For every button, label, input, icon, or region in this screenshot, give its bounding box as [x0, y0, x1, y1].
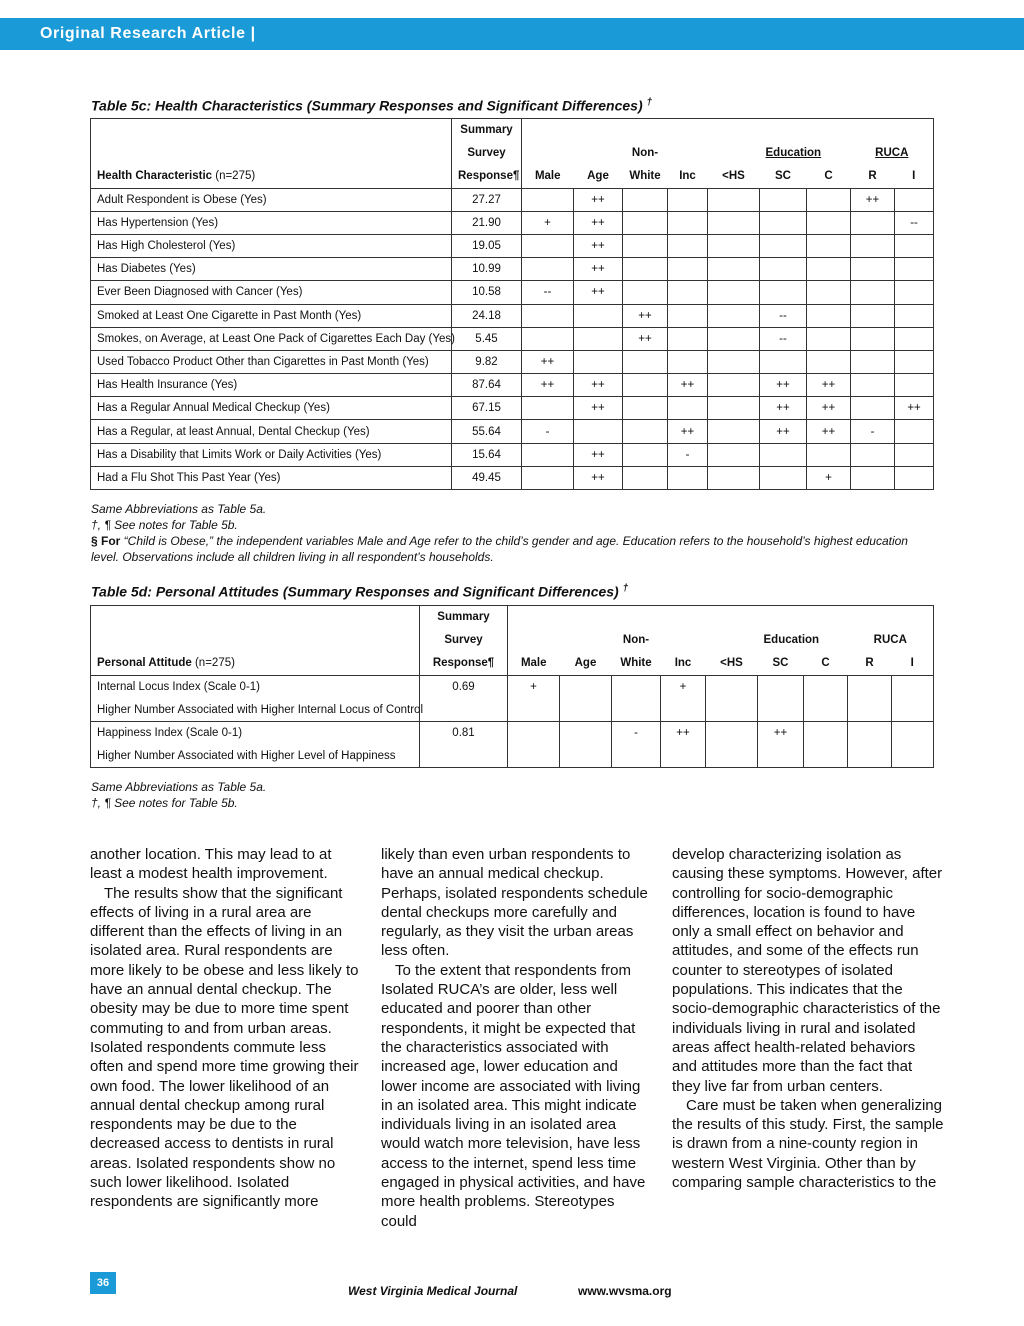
col-header-lt-hs: <HS — [706, 652, 758, 675]
table-row — [91, 466, 934, 489]
table-5c-notes — [91, 501, 911, 565]
significance-cell — [892, 745, 934, 768]
significance-cell: ++ — [623, 327, 668, 350]
row-label-header: Health Characteristic (n=275) — [91, 165, 452, 188]
significance-cell: ++ — [661, 721, 706, 744]
nonwhite-header-line1: Non- — [631, 147, 659, 160]
significance-cell — [508, 698, 560, 721]
summary-value: 5.45 — [452, 327, 522, 350]
table-5d-notes — [91, 779, 266, 811]
table-row — [91, 304, 934, 327]
table-row — [91, 675, 934, 698]
col-header-white: White — [612, 652, 661, 675]
significance-cell — [522, 397, 574, 420]
significance-cell — [851, 466, 895, 489]
row-label: Smoked at Least One Cigarette in Past Month (Yes) — [91, 304, 452, 327]
significance-cell: - — [668, 443, 708, 466]
summary-value: 10.58 — [452, 281, 522, 304]
paragraph: The results show that the significant effects of living in a rural area are different than the effects of living in an isolated area. Rural respondents are more likely to be obese and less likely to have an annual dental checkup. The obesity may be due to more time spent commuting to and from urban areas. Isolated respondents commute less often and spend more time growing their own food. The lower likelihood of an annual dental checkup among rural respondents may be due to the decreased access to dentists in rural areas. Isolated respondents show no such lower likelihood. Isolated respondents are significantly more — [90, 884, 359, 1211]
significance-cell — [807, 211, 851, 234]
paragraph: develop characterizing isolation as causing these symptoms. However, after controlling for socio-demographic differences, location is found to have only a small effect on behavior and attitudes, and some of the effects run counter to stereotypes of isolated populations. This indicates that the socio-demographic characteristics of the individuals living in rural and isolated areas affect health-related behaviors and attitudes more than the fact that they live far from urban centers. — [672, 846, 943, 1095]
col-header-age: Age — [560, 652, 612, 675]
significance-cell — [708, 327, 760, 350]
paragraph: another location. This may lead to at least a modest health improvement. — [90, 846, 332, 883]
significance-cell: ++ — [522, 374, 574, 397]
significance-cell — [623, 211, 668, 234]
significance-cell — [851, 350, 895, 373]
significance-cell — [706, 675, 758, 698]
significance-cell — [851, 281, 895, 304]
significance-cell — [668, 188, 708, 211]
summary-value: 55.64 — [452, 420, 522, 443]
significance-cell: - — [522, 420, 574, 443]
significance-cell: ++ — [760, 374, 807, 397]
significance-cell: ++ — [574, 281, 623, 304]
summary-value: 15.64 — [452, 443, 522, 466]
significance-cell — [760, 234, 807, 257]
significance-cell: ++ — [574, 374, 623, 397]
significance-cell — [623, 466, 668, 489]
significance-cell — [623, 281, 668, 304]
significance-cell — [807, 188, 851, 211]
ruca-header: RUCA — [848, 629, 934, 652]
body-column-2 — [381, 845, 653, 1231]
significance-cell: ++ — [574, 258, 623, 281]
summary-value: 24.18 — [452, 304, 522, 327]
note-see-5b: †, ¶ See notes for Table 5b. — [91, 518, 238, 532]
significance-cell — [851, 397, 895, 420]
significance-cell — [708, 211, 760, 234]
body-column-3 — [672, 845, 944, 1192]
significance-cell — [708, 234, 760, 257]
significance-cell — [895, 281, 934, 304]
significance-cell: + — [661, 675, 706, 698]
significance-cell: ++ — [574, 466, 623, 489]
note-see-5b: †, ¶ See notes for Table 5b. — [91, 796, 238, 810]
significance-cell — [807, 327, 851, 350]
header-blank — [91, 142, 452, 165]
table-row — [91, 258, 934, 281]
col-header-white: White — [623, 165, 668, 188]
significance-cell — [892, 675, 934, 698]
summary-header-line2: Survey — [452, 142, 522, 165]
table-row — [91, 745, 934, 768]
significance-cell: - — [612, 721, 661, 744]
significance-cell — [623, 234, 668, 257]
significance-cell — [574, 327, 623, 350]
significance-cell — [895, 258, 934, 281]
row-label: Has a Disability that Limits Work or Daily Activities (Yes) — [91, 443, 452, 466]
row-label: Ever Been Diagnosed with Cancer (Yes) — [91, 281, 452, 304]
significance-cell — [623, 350, 668, 373]
significance-cell — [522, 258, 574, 281]
section-label: Original Research Article | — [40, 25, 256, 42]
significance-cell — [612, 745, 661, 768]
summary-value: 0.69 — [420, 675, 508, 698]
significance-cell — [668, 466, 708, 489]
significance-cell — [895, 327, 934, 350]
row-label: Internal Locus Index (Scale 0-1) — [91, 675, 420, 698]
significance-cell — [895, 374, 934, 397]
table-5c-title — [91, 97, 652, 114]
significance-cell — [668, 350, 708, 373]
summary-header-line2: Survey — [420, 629, 508, 652]
significance-cell — [895, 466, 934, 489]
header-blank — [91, 119, 452, 142]
note-child-obese: § For “Child is Obese,” the independent variables Male and Age refer to the child’s gender and age. Education refers to the household’s highest education level. Observations include all children living in all respondent’s households. — [91, 534, 908, 564]
table-5c-title-mark: † — [646, 97, 653, 108]
significance-cell — [708, 443, 760, 466]
significance-cell — [623, 374, 668, 397]
significance-cell — [760, 350, 807, 373]
significance-cell: ++ — [668, 374, 708, 397]
significance-cell: -- — [760, 304, 807, 327]
significance-cell — [522, 443, 574, 466]
table-row — [91, 397, 934, 420]
significance-cell — [522, 466, 574, 489]
col-header-c: C — [804, 652, 848, 675]
significance-cell — [623, 258, 668, 281]
significance-cell: ++ — [895, 397, 934, 420]
row-label: Has Diabetes (Yes) — [91, 258, 452, 281]
significance-cell: ++ — [807, 420, 851, 443]
significance-cell — [708, 258, 760, 281]
significance-cell — [807, 443, 851, 466]
significance-cell — [612, 675, 661, 698]
significance-cell — [848, 698, 892, 721]
significance-cell — [708, 281, 760, 304]
significance-cell — [708, 466, 760, 489]
significance-cell — [522, 188, 574, 211]
row-label: Has High Cholesterol (Yes) — [91, 234, 452, 257]
significance-cell: ++ — [760, 420, 807, 443]
summary-value: 10.99 — [452, 258, 522, 281]
significance-cell — [760, 443, 807, 466]
significance-cell — [807, 281, 851, 304]
significance-cell — [760, 258, 807, 281]
significance-cell: + — [807, 466, 851, 489]
paragraph: To the extent that respondents from Isolated RUCA’s are older, less well educated and poorer than other respondents, it might be expected that the characteristics associated with increased age, lower education and lower income are associated with living in an isolated area. This might indicate individuals living in an isolated area would watch more television, have less access to the internet, spend less time engaged in physical activities, and have more health problems. Stereotypes could — [381, 961, 646, 1230]
summary-value: 9.82 — [452, 350, 522, 373]
significance-cell — [668, 281, 708, 304]
row-sublabel: Higher Number Associated with Higher Level of Happiness — [91, 745, 420, 768]
significance-cell — [760, 188, 807, 211]
summary-header-line1: Summary — [420, 606, 508, 629]
page-number: 36 — [90, 1272, 116, 1294]
table-row — [91, 327, 934, 350]
row-label: Has Health Insurance (Yes) — [91, 374, 452, 397]
significance-cell — [758, 698, 804, 721]
significance-cell — [895, 443, 934, 466]
significance-cell — [522, 234, 574, 257]
col-header-r: R — [851, 165, 895, 188]
significance-cell — [760, 281, 807, 304]
significance-cell — [848, 675, 892, 698]
significance-cell — [668, 234, 708, 257]
col-header-c: C — [807, 165, 851, 188]
significance-cell: - — [851, 420, 895, 443]
significance-cell — [574, 304, 623, 327]
significance-cell — [574, 350, 623, 373]
journal-name: West Virginia Medical Journal — [348, 1284, 518, 1298]
significance-cell — [892, 721, 934, 744]
note-abbreviations: Same Abbreviations as Table 5a. — [91, 780, 267, 794]
significance-cell — [807, 258, 851, 281]
row-label: Has Hypertension (Yes) — [91, 211, 452, 234]
table-5d-title-text: Table 5d: Personal Attitudes (Summary Responses and Significant Differences) — [91, 583, 619, 600]
table-row — [91, 281, 934, 304]
significance-cell — [706, 745, 758, 768]
row-sublabel: Higher Number Associated with Higher Internal Locus of Control — [91, 698, 420, 721]
row-label: Had a Flu Shot This Past Year (Yes) — [91, 466, 452, 489]
table-5d — [90, 605, 934, 768]
significance-cell — [760, 211, 807, 234]
significance-cell: -- — [895, 211, 934, 234]
table-5d-title-mark: † — [622, 583, 629, 594]
significance-cell — [851, 234, 895, 257]
significance-cell — [668, 397, 708, 420]
header-blank-top — [522, 119, 934, 142]
col-header-age: Age — [574, 165, 623, 188]
table-row — [91, 721, 934, 744]
significance-cell — [706, 721, 758, 744]
significance-cell — [708, 397, 760, 420]
significance-cell — [706, 698, 758, 721]
significance-cell — [708, 374, 760, 397]
significance-cell — [560, 698, 612, 721]
significance-cell: ++ — [623, 304, 668, 327]
significance-cell — [508, 745, 560, 768]
table-row — [91, 234, 934, 257]
significance-cell — [804, 675, 848, 698]
significance-cell — [804, 745, 848, 768]
significance-cell — [758, 675, 804, 698]
significance-cell: + — [522, 211, 574, 234]
table-row — [91, 698, 934, 721]
significance-cell — [560, 745, 612, 768]
row-label: Used Tobacco Product Other than Cigarettes in Past Month (Yes) — [91, 350, 452, 373]
col-header-male: Male — [508, 652, 560, 675]
summary-value: 87.64 — [452, 374, 522, 397]
summary-header-line1: Summary — [452, 119, 522, 142]
significance-cell: ++ — [574, 188, 623, 211]
paragraph: Care must be taken when generalizing the results of this study. First, the sample is drawn from a nine-county region in western West Virginia. Other than by comparing sample characteristics to the — [672, 1096, 944, 1192]
significance-cell: + — [508, 675, 560, 698]
significance-cell: ++ — [574, 234, 623, 257]
header-blank — [91, 606, 420, 629]
table-row — [91, 374, 934, 397]
significance-cell: ++ — [760, 397, 807, 420]
paragraph: likely than even urban respondents to have an annual medical checkup. Perhaps, isolated respondents schedule dental checkups more carefully and regularly, as they visit the urban areas less often. — [381, 846, 648, 960]
summary-value: 19.05 — [452, 234, 522, 257]
col-header-sc: SC — [758, 652, 804, 675]
summary-value: 67.15 — [452, 397, 522, 420]
col-header-sc: SC — [760, 165, 807, 188]
summary-header-line3: Response¶ — [420, 652, 508, 675]
significance-cell — [804, 698, 848, 721]
table-5d-title — [91, 583, 628, 600]
significance-cell — [668, 258, 708, 281]
table-row — [91, 420, 934, 443]
significance-cell — [892, 698, 934, 721]
significance-cell: ++ — [807, 397, 851, 420]
significance-cell — [574, 420, 623, 443]
ruca-header: RUCA — [851, 142, 934, 165]
significance-cell — [623, 188, 668, 211]
summary-value: 21.90 — [452, 211, 522, 234]
col-header-inc: Inc — [668, 165, 708, 188]
significance-cell — [522, 327, 574, 350]
significance-cell — [851, 211, 895, 234]
significance-cell — [708, 304, 760, 327]
row-label: Has a Regular, at least Annual, Dental Checkup (Yes) — [91, 420, 452, 443]
significance-cell — [708, 188, 760, 211]
significance-cell — [508, 721, 560, 744]
significance-cell — [804, 721, 848, 744]
row-label-header: Personal Attitude (n=275) — [91, 652, 420, 675]
significance-cell: ++ — [522, 350, 574, 373]
table-row — [91, 443, 934, 466]
note-abbreviations: Same Abbreviations as Table 5a. — [91, 502, 267, 516]
significance-cell: -- — [522, 281, 574, 304]
significance-cell — [522, 304, 574, 327]
significance-cell — [851, 327, 895, 350]
summary-value: 0.81 — [420, 721, 508, 744]
row-label: Smokes, on Average, at Least One Pack of Cigarettes Each Day (Yes) — [91, 327, 452, 350]
significance-cell — [807, 350, 851, 373]
significance-cell — [895, 420, 934, 443]
col-header-r: R — [848, 652, 892, 675]
table-row — [91, 188, 934, 211]
col-header-i: I — [892, 652, 934, 675]
significance-cell — [668, 304, 708, 327]
significance-cell — [848, 745, 892, 768]
table-row — [91, 350, 934, 373]
significance-cell — [760, 466, 807, 489]
table-row — [91, 211, 934, 234]
body-column-1 — [90, 845, 362, 1212]
significance-cell — [560, 721, 612, 744]
significance-cell: ++ — [574, 211, 623, 234]
significance-cell: ++ — [851, 188, 895, 211]
summary-header-line3: Response¶ — [452, 165, 522, 188]
significance-cell — [851, 304, 895, 327]
significance-cell — [851, 258, 895, 281]
significance-cell — [848, 721, 892, 744]
significance-cell — [807, 304, 851, 327]
row-label: Happiness Index (Scale 0-1) — [91, 721, 420, 744]
row-label: Adult Respondent is Obese (Yes) — [91, 188, 452, 211]
col-header-lt-hs: <HS — [708, 165, 760, 188]
significance-cell: ++ — [668, 420, 708, 443]
significance-cell: ++ — [574, 443, 623, 466]
summary-value — [420, 745, 508, 768]
significance-cell — [895, 234, 934, 257]
significance-cell — [895, 188, 934, 211]
significance-cell — [851, 443, 895, 466]
nonwhite-header-line1: Non- — [622, 634, 650, 647]
significance-cell — [623, 397, 668, 420]
significance-cell — [668, 211, 708, 234]
summary-value: 27.27 — [452, 188, 522, 211]
col-header-i: I — [895, 165, 934, 188]
significance-cell — [668, 327, 708, 350]
significance-cell — [560, 675, 612, 698]
education-header: Education — [765, 147, 822, 160]
col-header-male: Male — [522, 165, 574, 188]
row-label: Has a Regular Annual Medical Checkup (Yes) — [91, 397, 452, 420]
significance-cell — [807, 234, 851, 257]
header-banner — [0, 18, 1024, 50]
significance-cell — [661, 698, 706, 721]
significance-cell — [612, 698, 661, 721]
significance-cell — [895, 304, 934, 327]
significance-cell — [661, 745, 706, 768]
significance-cell — [623, 443, 668, 466]
significance-cell — [851, 374, 895, 397]
table-5c — [90, 118, 934, 490]
significance-cell — [708, 350, 760, 373]
summary-value: 49.45 — [452, 466, 522, 489]
significance-cell: ++ — [758, 721, 804, 744]
significance-cell — [895, 350, 934, 373]
col-header-inc: Inc — [661, 652, 706, 675]
significance-cell — [708, 420, 760, 443]
significance-cell: -- — [760, 327, 807, 350]
significance-cell: ++ — [807, 374, 851, 397]
significance-cell — [623, 420, 668, 443]
significance-cell — [758, 745, 804, 768]
significance-cell: ++ — [574, 397, 623, 420]
table-5c-title-text: Table 5c: Health Characteristics (Summary Responses and Significant Differences) — [91, 97, 643, 114]
education-header: Education — [763, 634, 820, 647]
summary-value — [420, 698, 508, 721]
journal-website[interactable]: www.wvsma.org — [578, 1284, 672, 1298]
